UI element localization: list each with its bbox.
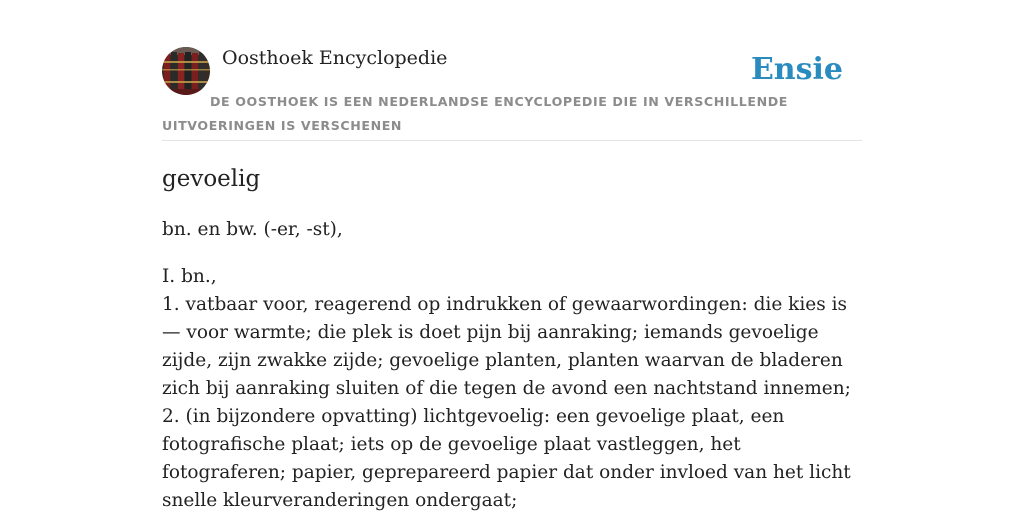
- sense-item: 1. vatbaar voor, reagerend op indrukken of gewaarwordingen: die kies is — voor warmte; die plek is doet pijn bij aanraking; iemands gevoelige zijde, zijn zwakke zijde; gevoelige planten, planten waarvan de bladeren zich bij aanraking sluiten of die tegen de avond een nachtstand innemen;: [162, 294, 851, 399]
- source-title-link[interactable]: Oosthoek Encyclopedie: [222, 47, 448, 69]
- encyclopedia-books-icon: [162, 47, 210, 95]
- ensie-logo-link[interactable]: Ensie: [750, 52, 843, 87]
- sense-heading: I. bn.,: [162, 266, 217, 287]
- source-avatar[interactable]: [162, 47, 210, 95]
- entry-definitions: [162, 263, 862, 512]
- entry-content: [162, 160, 862, 512]
- entry-grammar: bn. en bw. (-er, -st),: [162, 219, 343, 240]
- source-header: [162, 46, 862, 141]
- entry-headword: gevoelig: [162, 166, 261, 192]
- sense-item: 2. (in bijzondere opvatting) lichtgevoelig: een gevoelige plaat, een fotografische plaat; iets op de gevoelige plaat vastleggen, het fotograferen; papier, geprepareerd papier dat onder invloed van het licht snelle kleurveranderingen ondergaat;: [162, 406, 851, 511]
- source-description: DE OOSTHOEK IS EEN NEDERLANDSE ENCYCLOPEDIE DIE IN VERSCHILLENDE UITVOERINGEN IS VERSCHENEN: [162, 94, 789, 133]
